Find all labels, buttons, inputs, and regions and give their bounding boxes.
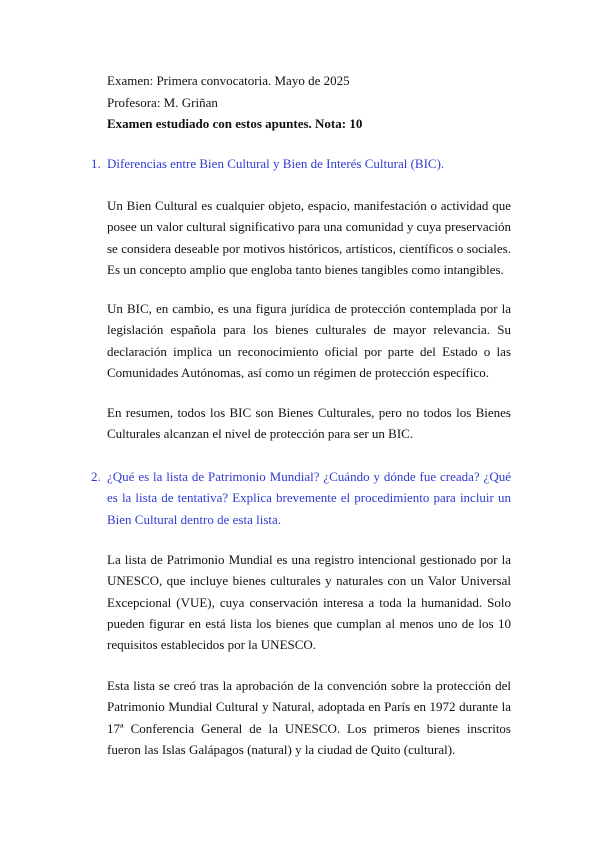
question-number: 1.: [91, 156, 101, 171]
answer-paragraph: Esta lista se creó tras la aprobación de la convención sobre la protección del Patrimonio Mundial Cultural y Natural, adoptada en París en 1972 durante la 17ª Conferencia General de la UNESCO. Los primeros bienes inscritos fueron las Islas Galápagos (natural) y la ciudad de Quito (cultural).: [107, 678, 511, 757]
answer-paragraph: Un BIC, en cambio, es una figura jurídica de protección contemplada por la legislación española para los bienes culturales de mayor relevancia. Su declaración implica un reconocimiento oficial por parte del Estado o las Comunidades Autónomas, así como un régimen de protección específico.: [107, 301, 511, 380]
answer-paragraph: Un Bien Cultural es cualquier objeto, espacio, manifestación o actividad que posee un valor cultural significativo para una comunidad y cuya preservación se considera deseable por motivos históricos, artísticos, científicos o sociales. Es un concepto amplio que engloba tanto bienes tangibles como intangibles.: [107, 198, 511, 277]
question-text: Diferencias entre Bien Cultural y Bien de Interés Cultural (BIC).: [107, 156, 445, 171]
exam-call-line: Examen: Primera convocatoria. Mayo de 2025: [107, 73, 350, 88]
question-1: [91, 153, 511, 174]
answer-paragraph: En resumen, todos los BIC son Bienes Culturales, pero no todos los Bienes Culturales alcanzan el nivel de protección para ser un BIC.: [107, 405, 511, 442]
question-number: 2.: [91, 469, 101, 484]
teacher-line: Profesora: M. Griñan: [107, 94, 218, 110]
grade-line: Examen estudiado con estos apuntes. Nota: 10: [107, 116, 363, 131]
answer-paragraph: La lista de Patrimonio Mundial es una registro intencional gestionado por la UNESCO, que incluye bienes culturales y naturales con un Valor Universal Excepcional (VUE), cuya conservación interesa a toda la humanidad. Solo pueden figurar en está lista los bienes que cumplan al menos uno de los 10 requisitos establecidos por la UNESCO.: [107, 552, 511, 653]
question-2: [91, 466, 511, 530]
question-text: ¿Qué es la lista de Patrimonio Mundial? ¿Cuándo y dónde fue creada? ¿Qué es la lista de tentativa? Explica brevemente el procedimiento para incluir un Bien Cultural dentro de esta lista.: [107, 469, 511, 527]
exam-header: [107, 70, 362, 135]
